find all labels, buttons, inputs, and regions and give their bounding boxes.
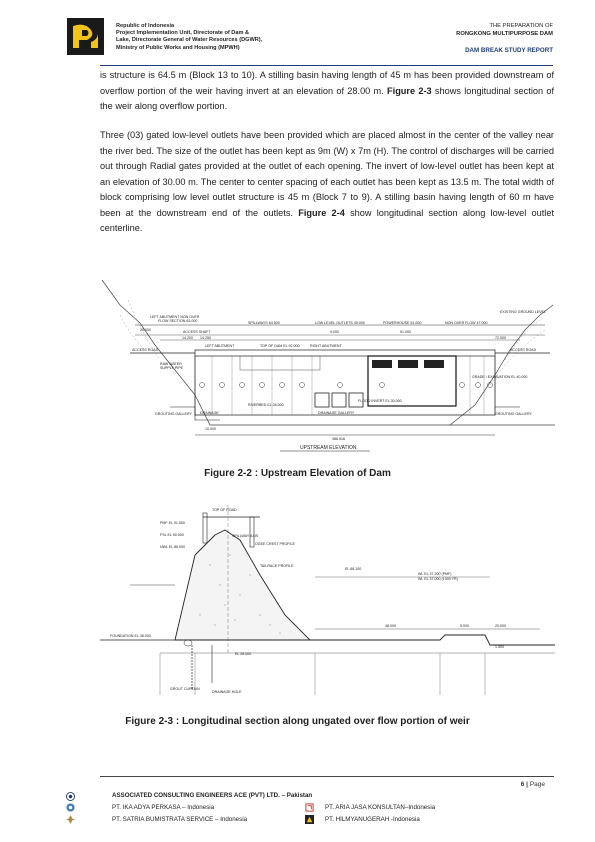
label-low-level-outlets: LOW LEVEL OUTLETS 45.000: [315, 321, 365, 325]
label-non-overflow: NON OVER FLOW 47.000: [445, 321, 488, 325]
longitudinal-section-drawing: [100, 495, 555, 705]
label-grouting-gallery: GROUTING GALLERY: [155, 412, 192, 416]
org-line: Ministry of Public Works and Housing (MPWH): [116, 44, 240, 51]
project-name: RONGKONG MULTIPURPOSE DAM: [456, 30, 553, 37]
partner-name: PT. IKA ADYA PERKASA – Indonesia: [112, 804, 215, 811]
label-wl-pmf: WL EL 37.200 (PMF): [418, 572, 452, 576]
label-wl-1000yr: WL EL 37.000 (1000 YR): [418, 577, 458, 581]
dimension-label: 14.250: [200, 336, 211, 340]
header-divider: [100, 65, 553, 66]
dimension-label: 9.000: [330, 330, 339, 334]
figure-reference[interactable]: Figure 2-4: [298, 207, 345, 218]
label-left-abutment: FLOW SECTION 63.000: [158, 319, 198, 323]
label-tailrace-profile: TAILRACE PROFILE: [260, 564, 294, 568]
label-access-road: ACCESS ROAD: [510, 348, 537, 352]
dam-crest: [195, 350, 495, 356]
org-line: Lake, Directorate General of Water Resources (DGWR),: [116, 37, 263, 44]
sbs-logo-icon: [66, 815, 75, 824]
label-spillway: SPILLWAYS 64.500: [248, 321, 280, 325]
paragraph-1: [100, 68, 554, 115]
gate: [424, 360, 444, 368]
organization-block: [116, 23, 306, 52]
label-foundation: FOUNDATION EL 38.000: [110, 634, 151, 638]
ajk-logo-icon: [305, 803, 314, 812]
label-access-shaft: ACCESS SHAFT: [183, 330, 211, 334]
label-fsl: FSL EL 90.000: [160, 533, 184, 537]
stilling-basin: [310, 635, 555, 645]
dimension-label: 14.200: [182, 336, 193, 340]
label-drainage-gallery: DRAINAGE GALLERY: [318, 411, 355, 415]
upstream-elevation-drawing: [100, 275, 555, 460]
outlet-opening: [315, 393, 329, 407]
label-grout-curtain: GROUT CURTAIN: [170, 687, 200, 691]
weir-body: [175, 530, 310, 640]
pupr-logo-icon: [67, 18, 104, 55]
label-upstream-elevation: UPSTREAM ELEVATION: [300, 445, 357, 451]
label-left-abutment: LEFT ABUTMENT NON OVER: [150, 315, 200, 319]
label-spillway-axis: SPILLWAY AXIS: [232, 534, 259, 538]
label-el-68: EL 68.100: [345, 567, 362, 571]
page-number-value: 6: [520, 781, 525, 788]
vertical-grid: [160, 653, 485, 695]
block-markers: [200, 383, 493, 388]
label-supply-pipe: SUPPLY PIPE: [160, 366, 184, 370]
rock-hatch: [120, 300, 545, 385]
dimension-label: 20.000: [495, 624, 506, 628]
label-right-abutment: RIGHT ABUTMENT: [310, 344, 342, 348]
org-line: Project Implementation Unit, Directorate of Dam &: [116, 30, 250, 37]
org-line: Republic of Indonesia: [116, 23, 175, 29]
label-left-abutment-tag: LEFT ABUTMENT: [205, 344, 235, 348]
paragraph-text: show longitudinal section along low-level outlet centerline.: [100, 207, 555, 233]
label-access-road: ACCESS ROAD: [132, 348, 159, 352]
pier: [250, 517, 254, 547]
label-el-28: EL 28.000: [235, 652, 252, 656]
label-existing-ground: EXISTING GROUND LEVEL: [500, 310, 546, 314]
dimension-label: 48.000: [385, 624, 396, 628]
label-top-of-dam: TOP OF DAM EL 92.000: [260, 344, 300, 348]
label-riverbed: RIVERBED EL 28.000: [248, 403, 284, 407]
figure-reference[interactable]: Figure 2-3: [387, 85, 432, 96]
lead-consultant: ASSOCIATED CONSULTING ENGINEERS ACE (PVT) LTD. – Pakistan: [112, 792, 313, 799]
outlet-opening: [332, 393, 346, 407]
gallery: [184, 640, 192, 646]
dimension-label: 72.000: [495, 336, 506, 340]
report-title: DAM BREAK STUDY REPORT: [465, 47, 553, 54]
ace-logo-icon: [66, 792, 75, 801]
paragraph-text: Three (03) gated low-level outlets have been provided which are placed almost in the center of the valley near the river bed. The size of the outlet has been kept as 9m (W) x 7m (H). The control of discharges will be carried out through Radial gates provided at the outlet of each opening. The invert of low-level outlet has been kept at an elevation of 30.00 m. The center to center spacing of each outlet has been kept as 13.5 m. The total width of block comprising low level outlet structure is 45 m (Block 7 to 9). A stilling basin having length of 60 m have been at the downstream end of the outlets.: [100, 130, 554, 218]
figure-caption: Figure 2-2 : Upstream Elevation of Dam: [204, 468, 391, 479]
hilmy-logo-icon: [305, 815, 314, 824]
dimension-label: 20.000: [140, 328, 151, 332]
footer-divider: [100, 776, 554, 777]
project-title-block: [456, 23, 553, 38]
pier: [203, 513, 207, 543]
figure-caption: Figure 2-3 : Longitudinal section along ungated over flow portion of weir: [125, 716, 470, 727]
gate: [372, 360, 392, 368]
label-powerhouse: POWERHOUSE 51.000: [383, 321, 422, 325]
dimension-label: 10.000: [205, 427, 216, 431]
page-label: Page: [529, 781, 545, 788]
gate: [398, 360, 418, 368]
ground-line-left: [102, 280, 555, 425]
label-ogee-crest: OGEE CREST PROFILE: [255, 542, 295, 546]
page-number: 6 | Page: [520, 781, 545, 788]
partner-name: PT. ARIA JASA KONSULTAN–Indonesia: [325, 804, 436, 811]
dimension-label: 1.500: [495, 645, 504, 649]
label-raw-water: RAW WATER: [160, 362, 182, 366]
ika-logo-icon: [66, 803, 75, 812]
paragraph-2: [100, 128, 554, 237]
label-grouting-gallery: GROUTING GALLERY: [495, 412, 532, 416]
label-grade-excavation: GRADE / EXCAVATION EL 40.000: [472, 375, 528, 379]
label-drainage-hole: DRAINAGE HOLE: [212, 690, 242, 694]
label-total-length: 386.516: [332, 437, 345, 441]
label-drainage: DRAINAGE: [200, 411, 219, 415]
partner-name: PT. HILMYANUGERAH -Indonesia: [325, 816, 420, 823]
paragraph-text: is structure is 64.5 m (Block 13 to 10). A stilling basin having length of 45 m has been provided downstream of overflow portion of the weir having invert at an elevation of 28.00 m.: [100, 70, 554, 96]
paragraph-text: shows longitudinal section of the weir along overflow portion.: [100, 85, 554, 111]
partner-name: PT. SATRIA BUMISTRATA SERVICE – Indonesia: [112, 816, 248, 823]
label-top-of-road: TOP OF ROAD: [212, 508, 237, 512]
label-pmf: PMF EL 91.500: [160, 521, 185, 525]
label-flood-invert: FLOOD INVERT EL 30.000: [358, 399, 402, 403]
prep-line: THE PREPARATION OF: [489, 23, 553, 29]
dimension-label: 5.000: [460, 624, 469, 628]
dimension-label: 51.000: [400, 330, 411, 334]
label-nwl: NWL EL 86.000: [160, 545, 186, 549]
